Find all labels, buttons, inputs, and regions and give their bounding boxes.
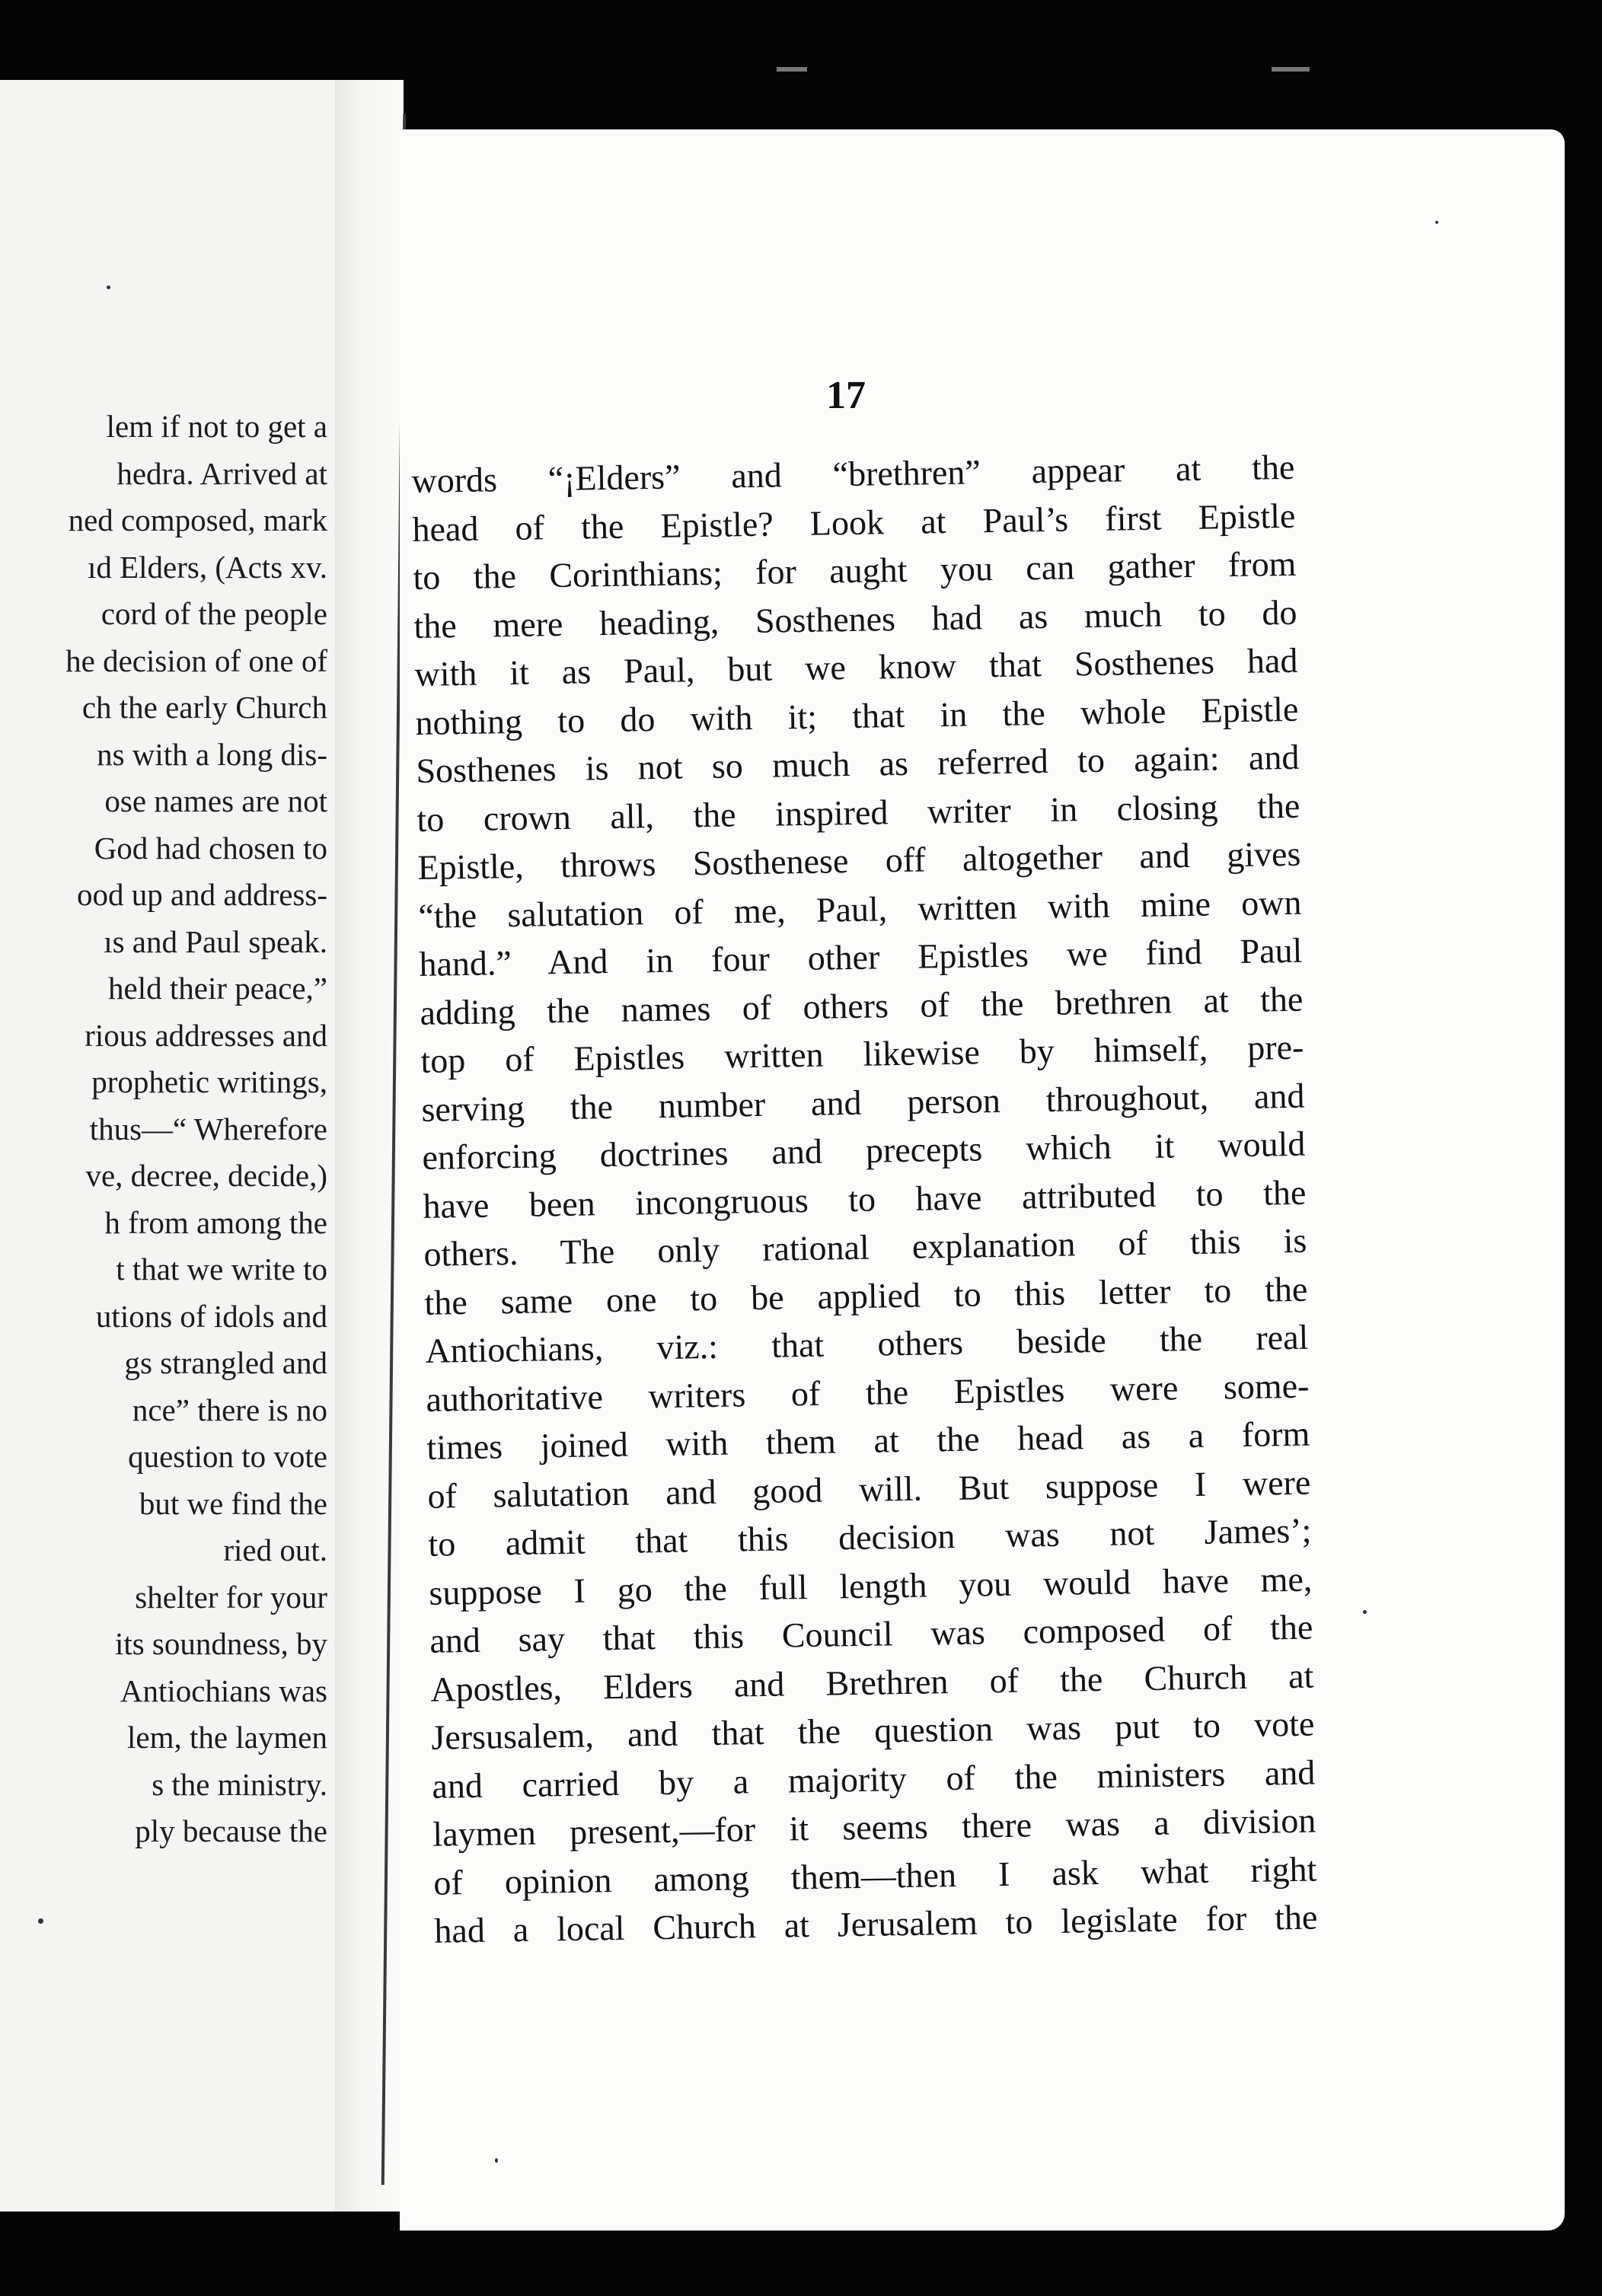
text-line: of salutation and good will. But suppose I were <box>427 1462 1311 1516</box>
text-line: head of the Epistle? Look at Paul’s first Epistle <box>412 496 1296 549</box>
text-line: the mere heading, Sosthenes had as much to do <box>413 592 1297 646</box>
scan-speck <box>495 2158 498 2163</box>
text-line: have been incongruous to have attributed to the <box>423 1172 1307 1226</box>
left-page-text <box>0 403 335 1855</box>
text-line: enforcing doctrines and precepts which it would <box>422 1124 1306 1177</box>
left-line: God had chosen to <box>94 830 327 866</box>
left-line: but we find the <box>139 1485 327 1521</box>
left-line: ıd Elders, (Acts xv. <box>87 549 327 585</box>
left-line: lem if not to get a <box>106 409 327 444</box>
text-line: top of Epistles written likewise by himself, pre- <box>420 1027 1304 1080</box>
page-body-text <box>411 443 1318 1955</box>
left-line: h from among the <box>104 1204 327 1240</box>
text-line: Apostles, Elders and Brethren of the Church at <box>430 1656 1314 1709</box>
text-line: words “¡Elders” and “brethren” appear at the <box>411 447 1295 500</box>
text-line: with it as Paul, but we know that Sosthenes had <box>414 640 1298 694</box>
top-edge-mark <box>1272 67 1310 72</box>
text-line: to the Corinthians; for aught you can gather from <box>413 544 1297 597</box>
left-line: he decision of one of <box>65 643 327 678</box>
left-line: utions of idols and <box>95 1298 327 1334</box>
left-line: ose names are not <box>104 783 327 818</box>
text-line: times joined with them at the head as a form <box>426 1414 1310 1467</box>
text-line: Jersusalem, and that the question was put to vote <box>431 1704 1315 1757</box>
left-line: t that we write to <box>116 1252 327 1287</box>
scan-speck <box>1435 221 1438 224</box>
top-edge-mark <box>777 67 807 72</box>
text-line: and carried by a majority of the ministers and <box>432 1752 1316 1806</box>
page-number: 17 <box>826 374 866 417</box>
scan-speck <box>107 285 110 289</box>
scan-speck <box>1363 1610 1367 1614</box>
text-line: adding the names of others of the brethren at the <box>420 979 1304 1032</box>
text-line: authoritative writers of the Epistles were some- <box>426 1366 1310 1419</box>
left-line: ve, decree, decide,) <box>85 1158 327 1193</box>
left-line: its soundness, by <box>114 1626 327 1661</box>
text-line: the same one to be applied to this letter to the <box>424 1269 1308 1322</box>
text-line: and say that this Council was composed of the <box>429 1607 1313 1660</box>
left-line: nce” there is no <box>132 1392 327 1427</box>
left-line: ply because the <box>135 1813 327 1848</box>
scan-speck <box>38 1918 43 1924</box>
left-line: prophetic writings, <box>91 1064 327 1099</box>
text-line: had a local Church at Jerusalem to legislate for the <box>434 1897 1318 1950</box>
left-line: shelter for your <box>135 1579 327 1615</box>
left-line: thus—“ Wherefore <box>89 1111 327 1146</box>
text-line: Epistle, throws Sosthenese off altogether and gives <box>417 834 1301 887</box>
text-line: hand.” And in four other Epistles we find Paul <box>419 930 1303 984</box>
left-line: ch the early Church <box>81 690 327 725</box>
text-line: others. The only rational explanation of this is <box>423 1220 1307 1274</box>
left-line: lem, the laymen <box>127 1720 327 1755</box>
left-line: hedra. Arrived at <box>116 455 327 491</box>
text-line: nothing to do with it; that in the whole Epistle <box>415 689 1299 742</box>
left-page <box>0 80 335 2211</box>
left-line: held their peace,” <box>108 971 327 1006</box>
left-line: rious addresses and <box>85 1017 327 1053</box>
text-line: laymen present,—for it seems there was a division <box>432 1800 1316 1854</box>
left-line: ried out. <box>223 1532 327 1567</box>
text-line: serving the number and person throughout, and <box>421 1076 1305 1129</box>
text-line: to crown all, the inspired writer in closing the <box>416 786 1300 839</box>
left-line: s the ministry. <box>152 1766 327 1802</box>
left-line: gs strangled and <box>124 1345 327 1380</box>
text-line: “the salutation of me, Paul, written with mine own <box>418 882 1302 936</box>
left-line: Antiochians was <box>120 1673 327 1708</box>
left-line: ood up and address- <box>76 877 327 912</box>
left-line: ns with a long dis- <box>97 736 327 772</box>
left-line: ıs and Paul speak. <box>104 923 327 959</box>
text-line: suppose I go the full length you would have me, <box>429 1559 1313 1612</box>
text-line: of opinion among them—then I ask what right <box>433 1849 1317 1902</box>
left-line: ned composed, mark <box>68 502 327 537</box>
text-line: Sosthenes is not so much as referred to again: and <box>416 737 1300 790</box>
text-line: Antiochians, viz.: that others beside the real <box>425 1317 1309 1370</box>
text-line: to admit that this decision was not James’; <box>428 1510 1312 1564</box>
left-line: question to vote <box>128 1439 327 1474</box>
left-line: cord of the people <box>101 596 327 631</box>
